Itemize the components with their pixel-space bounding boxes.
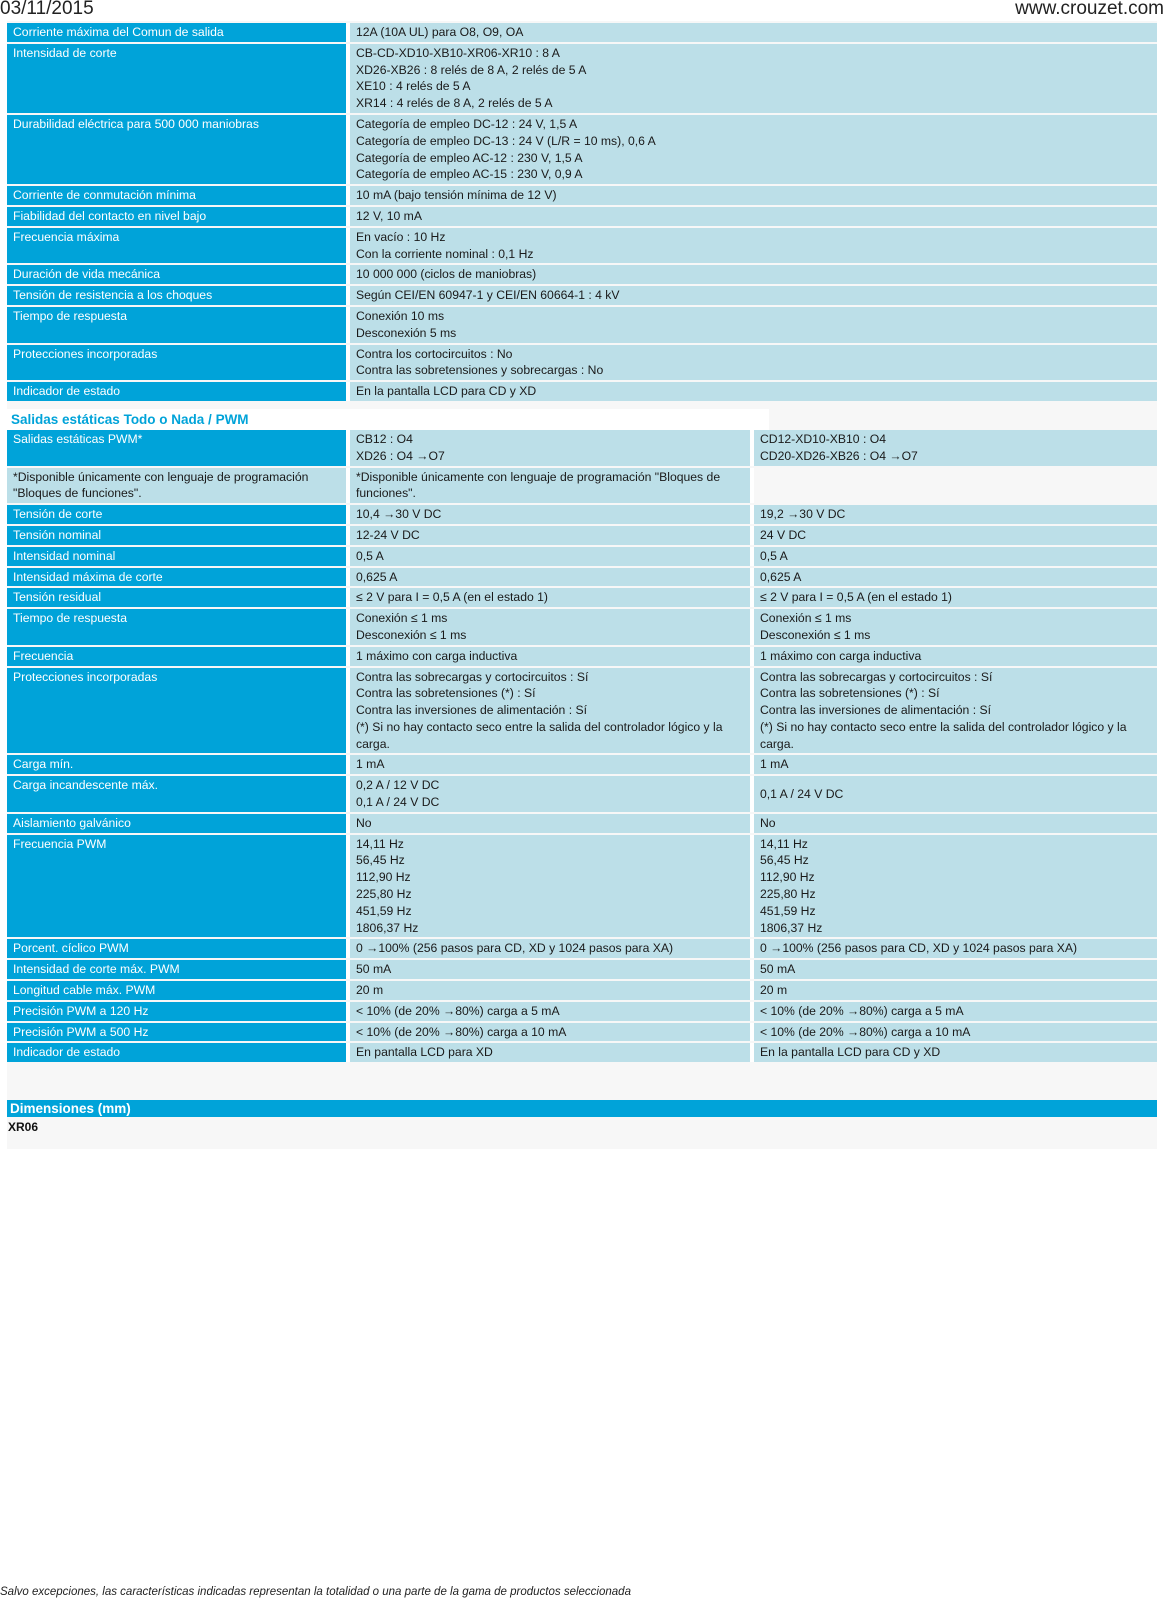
row-value-col-a: 50 mA: [346, 960, 750, 979]
table-row: [7, 505, 1157, 524]
row-value-col-a: 20 m: [346, 981, 750, 1000]
row-label: Precisión PWM a 500 Hz: [7, 1023, 346, 1042]
row-label: Protecciones incorporadas: [7, 668, 346, 754]
table-row: [7, 286, 1157, 305]
table-row: [7, 835, 1157, 938]
relay-output-table: [7, 21, 1157, 403]
row-label: Carga mín.: [7, 755, 346, 774]
row-value-col-a: 12-24 V DC: [346, 526, 750, 545]
row-value: Categoría de empleo DC-12 : 24 V, 1,5 A Categoría de empleo DC-13 : 24 V (L/R = 10 ms), 0,6 A Categoría de empleo AC-12 : 230 V, 1,5 A Categoría de empleo AC-15 : 230 V, 0,9 A: [346, 115, 1157, 184]
row-value-col-b: En la pantalla LCD para CD y XD: [750, 1043, 1157, 1062]
site-url: www.crouzet.com: [1015, 0, 1164, 19]
static-outputs-title: Salidas estáticas Todo o Nada / PWM: [7, 409, 769, 430]
row-value: CB-CD-XD10-XB10-XR06-XR10 : 8 A XD26-XB26 : 8 relés de 8 A, 2 relés de 5 A XE10 : 4 relés de 5 A XR14 : 4 relés de 8 A, 2 relés de 5 A: [346, 44, 1157, 113]
table-row: [7, 186, 1157, 205]
row-value: 10 mA (bajo tensión mínima de 12 V): [346, 186, 1157, 205]
row-label: Aislamiento galvánico: [7, 814, 346, 833]
row-value-col-b: 1 máximo con carga inductiva: [750, 647, 1157, 666]
table-row: [7, 345, 1157, 381]
row-value-col-a: < 10% (de 20% →80%) carga a 10 mA: [346, 1023, 750, 1042]
row-value-col-a: *Disponible únicamente con lenguaje de programación "Bloques de funciones".: [346, 468, 750, 504]
footer-disclaimer: Salvo excepciones, las características indicadas representan la totalidad o una parte de la gama de productos seleccionada: [0, 1586, 631, 1598]
row-value-col-a: 0,5 A: [346, 547, 750, 566]
row-value-col-a: CB12 : O4 XD26 : O4 →O7: [346, 430, 750, 466]
row-label: Intensidad de corte máx. PWM: [7, 960, 346, 979]
table-row: [7, 939, 1157, 958]
row-label: Duración de vida mecánica: [7, 265, 346, 284]
table-row: [7, 814, 1157, 833]
row-label: Tensión de resistencia a los choques: [7, 286, 346, 305]
row-value-col-b: 0,625 A: [750, 568, 1157, 587]
row-value-col-a: No: [346, 814, 750, 833]
row-value-col-a: Conexión ≤ 1 ms Desconexión ≤ 1 ms: [346, 609, 750, 645]
row-label: Tensión de corte: [7, 505, 346, 524]
row-label: *Disponible únicamente con lenguaje de programación "Bloques de funciones".: [7, 468, 346, 504]
table-row: [7, 647, 1157, 666]
row-value-col-b: 19,2 →30 V DC: [750, 505, 1157, 524]
table-row: [7, 960, 1157, 979]
row-label: Intensidad nominal: [7, 547, 346, 566]
row-value-col-b: 14,11 Hz 56,45 Hz 112,90 Hz 225,80 Hz 451,59 Hz 1806,37 Hz: [750, 835, 1157, 938]
table-row: [7, 568, 1157, 587]
row-value-col-b: No: [750, 814, 1157, 833]
row-value-col-b: < 10% (de 20% →80%) carga a 10 mA: [750, 1023, 1157, 1042]
row-label: Corriente de conmutación mínima: [7, 186, 346, 205]
row-value-col-b: 24 V DC: [750, 526, 1157, 545]
table-row: [7, 668, 1157, 754]
row-value-col-a: 0,2 A / 12 V DC 0,1 A / 24 V DC: [346, 776, 750, 812]
row-value-col-b: 0 →100% (256 pasos para CD, XD y 1024 pasos para XA): [750, 939, 1157, 958]
table-row: [7, 1023, 1157, 1042]
dimensions-title: Dimensiones (mm): [7, 1100, 1157, 1117]
row-value-col-b: 0,1 A / 24 V DC: [750, 776, 1157, 812]
table-row: [7, 228, 1157, 264]
row-value-col-a: ≤ 2 V para I = 0,5 A (en el estado 1): [346, 588, 750, 607]
table-row: [7, 1043, 1157, 1062]
row-label: Frecuencia máxima: [7, 228, 346, 264]
row-value-col-a: 1 mA: [346, 755, 750, 774]
row-label: Carga incandescente máx.: [7, 776, 346, 812]
row-label: Porcent. cíclico PWM: [7, 939, 346, 958]
row-value-col-a: Contra las sobrecargas y cortocircuitos : Sí Contra las sobretensiones (*) : Sí Contra las inversiones de alimentación : Sí (*) Si no hay contacto seco entre la salida del controlador lógico y la carga.: [346, 668, 750, 754]
row-value: 12A (10A UL) para O8, O9, OA: [346, 23, 1157, 42]
row-value: 12 V, 10 mA: [346, 207, 1157, 226]
dimensions-model: XR06: [8, 1120, 39, 1135]
table-row: [7, 430, 1157, 466]
row-value-col-a: 10,4 →30 V DC: [346, 505, 750, 524]
table-row: [7, 981, 1157, 1000]
row-label: Frecuencia PWM: [7, 835, 346, 938]
row-label: Intensidad de corte: [7, 44, 346, 113]
row-label: Protecciones incorporadas: [7, 345, 346, 381]
static-output-table: [7, 428, 1157, 1064]
row-value-col-b: Contra las sobrecargas y cortocircuitos : Sí Contra las sobretensiones (*) : Sí Contra las inversiones de alimentación : Sí (*) Si no hay contacto seco entre la salida del controlador lógico y la carga.: [750, 668, 1157, 754]
table-row: [7, 526, 1157, 545]
table-row: [7, 588, 1157, 607]
row-value: Según CEI/EN 60947-1 y CEI/EN 60664-1 : 4 kV: [346, 286, 1157, 305]
row-value-col-a: 0 →100% (256 pasos para CD, XD y 1024 pasos para XA): [346, 939, 750, 958]
row-label: Tensión nominal: [7, 526, 346, 545]
row-value: Conexión 10 ms Desconexión 5 ms: [346, 307, 1157, 343]
row-value-col-b: CD12-XD10-XB10 : O4 CD20-XD26-XB26 : O4 →O7: [750, 430, 1157, 466]
row-value-col-b: Conexión ≤ 1 ms Desconexión ≤ 1 ms: [750, 609, 1157, 645]
row-label: Intensidad máxima de corte: [7, 568, 346, 587]
table-row: [7, 609, 1157, 645]
row-value-col-b-empty: [750, 468, 1157, 504]
table-row: [7, 307, 1157, 343]
row-value-col-b: 0,5 A: [750, 547, 1157, 566]
row-label: Durabilidad eléctrica para 500 000 maniobras: [7, 115, 346, 184]
table-row: [7, 115, 1157, 184]
row-label: Precisión PWM a 120 Hz: [7, 1002, 346, 1021]
row-value: Contra los cortocircuitos : No Contra las sobretensiones y sobrecargas : No: [346, 345, 1157, 381]
table-row: [7, 265, 1157, 284]
table-row: [7, 23, 1157, 42]
table-row: [7, 547, 1157, 566]
row-value: En la pantalla LCD para CD y XD: [346, 382, 1157, 401]
table-row: [7, 382, 1157, 401]
row-label: Fiabilidad del contacto en nivel bajo: [7, 207, 346, 226]
row-value-col-b: 1 mA: [750, 755, 1157, 774]
row-label: Longitud cable máx. PWM: [7, 981, 346, 1000]
row-value-col-b: 20 m: [750, 981, 1157, 1000]
table-row: [7, 755, 1157, 774]
table-row: [7, 44, 1157, 113]
table-row: [7, 776, 1157, 812]
table-row: [7, 1002, 1157, 1021]
row-value-col-b: < 10% (de 20% →80%) carga a 5 mA: [750, 1002, 1157, 1021]
row-value-col-a: En pantalla LCD para XD: [346, 1043, 750, 1062]
row-value-col-a: 1 máximo con carga inductiva: [346, 647, 750, 666]
table-row: [7, 468, 1157, 504]
row-value: 10 000 000 (ciclos de maniobras): [346, 265, 1157, 284]
print-date: 03/11/2015: [0, 0, 94, 19]
row-label: Tiempo de respuesta: [7, 307, 346, 343]
row-label: Tiempo de respuesta: [7, 609, 346, 645]
row-value-col-a: 14,11 Hz 56,45 Hz 112,90 Hz 225,80 Hz 451,59 Hz 1806,37 Hz: [346, 835, 750, 938]
spec-sheet: [7, 21, 1157, 1149]
row-value-col-a: < 10% (de 20% →80%) carga a 5 mA: [346, 1002, 750, 1021]
row-label: Salidas estáticas PWM*: [7, 430, 346, 466]
row-value-col-b: ≤ 2 V para I = 0,5 A (en el estado 1): [750, 588, 1157, 607]
row-value: En vacío : 10 Hz Con la corriente nominal : 0,1 Hz: [346, 228, 1157, 264]
row-value-col-a: 0,625 A: [346, 568, 750, 587]
row-label: Indicador de estado: [7, 1043, 346, 1062]
row-value-col-b: 50 mA: [750, 960, 1157, 979]
table-row: [7, 207, 1157, 226]
row-label: Indicador de estado: [7, 382, 346, 401]
row-label: Corriente máxima del Comun de salida: [7, 23, 346, 42]
row-label: Tensión residual: [7, 588, 346, 607]
row-label: Frecuencia: [7, 647, 346, 666]
